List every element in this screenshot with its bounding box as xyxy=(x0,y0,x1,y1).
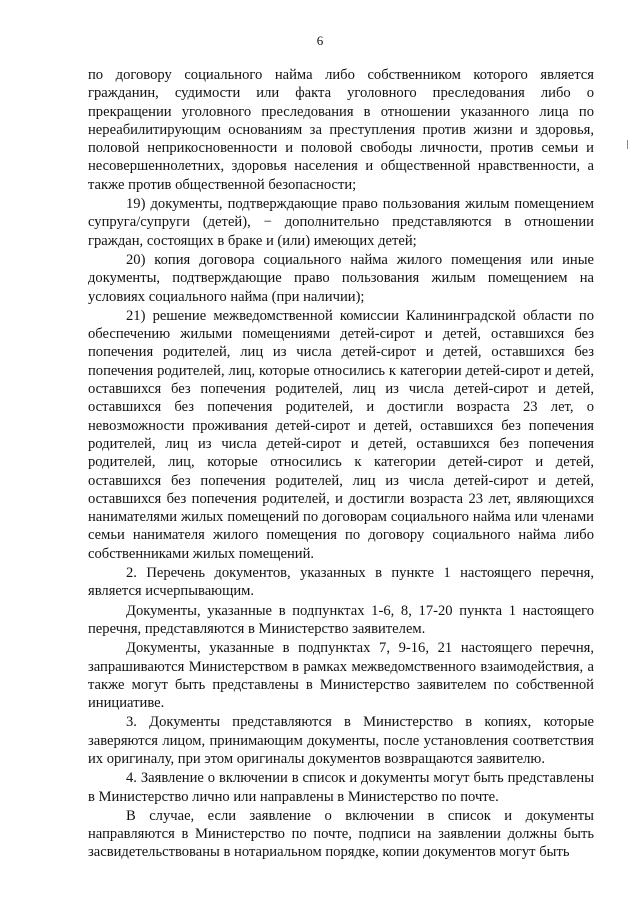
paragraph-item-21: 21) решение межведомственной комиссии Калининградской области по обеспечению жилыми помещениями детей-сирот и детей, оставшихся без попечения родителей, лиц из числа детей-сирот и детей, оставшихся без попечения родителей, лиц, которые относились к категории детей-сирот и детей, оставшихся без попечения родителей, лиц из числа детей-сирот и детей, оставшихся без попечения родителей, и достигли возраста 23 лет, о невозможности проживания детей-сирот и детей, оставшихся без попечения родителей, лиц из числа детей-сирот и детей, оставшихся без попечения родителей, лиц, которые относились к категории детей-сирот и детей, оставшихся без попечения родителей, лиц из числа детей-сирот и детей, оставшихся без попечения родителей, и достигли возраста 23 лет, являющихся нанимателями жилых помещений по договорам социального найма или членами семьи нанимателя жилого помещения по договору социального найма либо собственниками жилых помещений. xyxy=(88,307,594,562)
paragraph-clause-4: 4. Заявление о включении в список и документы могут быть представлены в Министерство лично или направлены в Министерство по почте. xyxy=(88,770,594,805)
paragraph-clause-2: 2. Перечень документов, указанных в пункте 1 настоящего перечня, является исчерпывающим. xyxy=(88,565,594,600)
document-body xyxy=(88,66,594,863)
paragraph-postal-submission: В случае, если заявление о включении в список и документы направляются в Министерство по почте, подписи на заявлении должны быть засвидетельствованы в нотариальном порядке, копии документов могут быть xyxy=(88,807,594,861)
paragraph-clause-3: 3. Документы представляются в Министерство в копиях, которые заверяются лицом, принимающим документы, после установления соответствия их оригиналу, при этом оригиналы документов возвращаются заявителю. xyxy=(88,714,594,767)
paragraph-documents-by-applicant: Документы, указанные в подпунктах 1-6, 8, 17-20 пункта 1 настоящего перечня, представляются в Министерство заявителем. xyxy=(88,602,594,637)
margin-mark xyxy=(627,140,628,149)
paragraph-item-20: 20) копия договора социального найма жилого помещения или иные документы, подтверждающие право пользования жилым помещением на условиях социального найма (при наличии); xyxy=(88,251,594,305)
paragraph-documents-by-ministry: Документы, указанные в подпунктах 7, 9-16, 21 настоящего перечня, запрашиваются Министерством в рамках межведомственного взаимодействия, а также могут быть представлены в Министерство заявителем по собственной инициативе. xyxy=(88,640,594,712)
paragraph-item-19: 19) документы, подтверждающие право пользования жилым помещением супруга/супруги (детей), − дополнительно представляются в отношении граждан, состоящих в браке и (или) имеющих детей; xyxy=(88,196,594,249)
page-number: 6 xyxy=(316,33,324,48)
paragraph-continuation: по договору социального найма либо собственником которого является гражданин, судимости или факта уголовного преследования либо о прекращении уголовного преследования в отношении указанного лица по нереабилитирующим основаниям за преступления против жизни и здоровья, половой неприкосновенности и половой свободы личности, против семьи и несовершеннолетних, здоровья населения и общественной нравственности, а также против общественной безопасности; xyxy=(88,67,594,193)
